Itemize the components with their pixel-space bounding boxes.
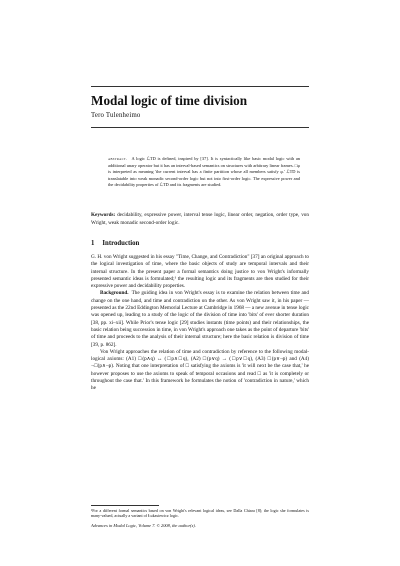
header-rule	[91, 127, 309, 128]
section-number: 1	[91, 240, 95, 247]
keywords	[91, 212, 309, 228]
abstract-text: A logic ℒTD is defined, inspired by [37]. It is syntactically like basic modal logic with an additional unary operator but it has an interval-based semantics on structures with arbitrary linear frames. □φ is interpreted as meaning 'the current interval has a finite partition whose all members satisfy φ.' ℒTD is translatable into weak monadic second-order logic but not into first-order logic. The expressive power and the decidability properties of ℒTD and its fragments are studied.	[108, 156, 300, 188]
section-title: Introduction	[102, 240, 140, 247]
abstract	[108, 156, 300, 189]
footnote-rule	[91, 505, 159, 506]
keywords-label: Keywords:	[91, 212, 116, 218]
author-name: Tero Tulenheimo	[91, 112, 141, 119]
paragraph-1: G. H. von Wright suggested in his essay "Time, Change, and Contradiction" [37] an original approach to the logical investigation of time, where the basic objects of study are temporal intervals and their internal structure. In the present paper a formal semantics doing justice to von Wright's informally presented semantic ideas is formulated;¹ the resulting logic and its fragments are then studied for their expressive power and decidability properties.	[91, 254, 309, 290]
publication-footer: Advances in Modal Logic, Volume 7. © 2008, the author(s).	[91, 523, 196, 528]
keywords-text: decidability, expressive power, interval tense logic, linear order, negation, order type, von Wright, weak monadic second-order logic.	[91, 212, 309, 226]
paragraph-2-text: The guiding idea in von Wright's essay is to examine the relation between time and change on the one hand, and time and contradiction on the other. As von Wright saw it, in his paper — presented as the 22nd Eddington Memorial Lecture at Cambridge in 1968 — a new avenue in tense logic was opened up, leading to a study of the logic of the division of time into 'bits' of ever shorter duration [38, pp. xi–xii]. While Prior's tense logic [29] studies instants (time points) and their relationships, the basic relation being succession in time, in von Wright's approach one takes as the point of departure 'bits' of time and proceeds to the analysis of their internal structure; here the basic relation is division of time [39, p. 862].	[91, 290, 309, 348]
top-rule	[91, 86, 309, 87]
paper-title: Modal logic of time division	[91, 93, 248, 108]
paragraph-2	[91, 290, 309, 348]
paragraph-3: Von Wright approaches the relation of time and contradiction by reference to the following modal-logical axioms: (A1) □(p∧q) ↔ (□p∧□q), (A2) □(p∨q) → (□p∨□q), (A3) □(p∨¬p) and (A4) ¬□(p∧¬p). Noting that one interpretation of □ satisfying the axioms is 'it will next be the case that,' he however proposes to use the axioms to speak of temporal occasions and read □ as 'it is completely or throughout the case that.' In this framework he formulates the notion of 'contradiction in nature,' which he	[91, 348, 309, 392]
footnote: ¹For a different formal semantics based on von Wright's relevant logical ideas, see Dalla Chiara [8]; the logic she formulates is many-valued, actually a variant of Łukasiewicz logic.	[91, 508, 309, 519]
background-runhead: Background.	[100, 290, 129, 297]
body-text	[91, 254, 309, 393]
abstract-label: abstract.	[108, 156, 128, 161]
section-heading	[91, 240, 139, 247]
